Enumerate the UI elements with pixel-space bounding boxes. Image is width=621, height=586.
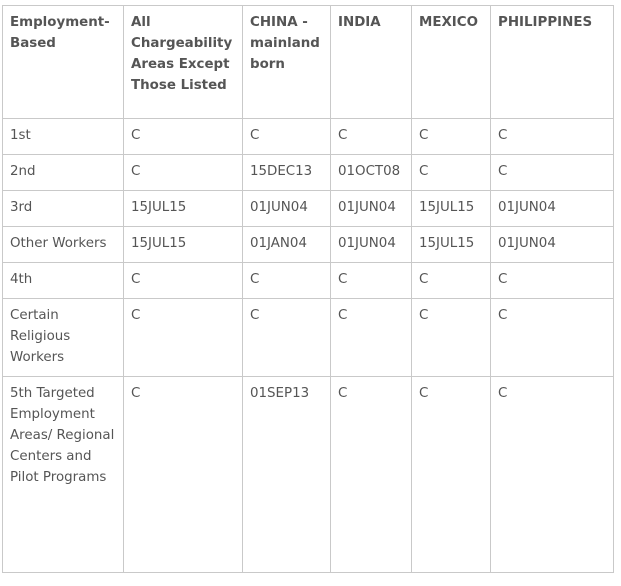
cell-philippines: C xyxy=(491,263,614,299)
row-category: 5th Targeted Employment Areas/ Regional Centers and Pilot Programs xyxy=(3,377,124,573)
cell-china: C xyxy=(243,263,331,299)
cell-china: 01JAN04 xyxy=(243,227,331,263)
cell-philippines: 01JUN04 xyxy=(491,191,614,227)
cell-all-chargeability: C xyxy=(124,263,243,299)
cell-china: 01SEP13 xyxy=(243,377,331,573)
cell-mexico: 15JUL15 xyxy=(412,191,491,227)
header-mexico: MEXICO xyxy=(412,6,491,119)
table-row xyxy=(3,263,614,299)
cell-china: C xyxy=(243,299,331,377)
cell-all-chargeability: C xyxy=(124,299,243,377)
cell-mexico: C xyxy=(412,299,491,377)
table-row xyxy=(3,227,614,263)
table-row xyxy=(3,155,614,191)
cell-mexico: C xyxy=(412,119,491,155)
cell-mexico: C xyxy=(412,155,491,191)
row-category: 3rd xyxy=(3,191,124,227)
table-row xyxy=(3,377,614,573)
cell-mexico: 15JUL15 xyxy=(412,227,491,263)
cell-china: 15DEC13 xyxy=(243,155,331,191)
cell-all-chargeability: C xyxy=(124,377,243,573)
header-philippines: PHILIPPINES xyxy=(491,6,614,119)
cell-india: 01OCT08 xyxy=(331,155,412,191)
header-india: INDIA xyxy=(331,6,412,119)
cell-india: C xyxy=(331,299,412,377)
cell-philippines: C xyxy=(491,155,614,191)
header-all-chargeability: All Chargeability Areas Except Those Listed xyxy=(124,6,243,119)
table-header-row xyxy=(3,6,614,119)
cell-philippines: C xyxy=(491,377,614,573)
visa-bulletin-table xyxy=(2,5,614,573)
table-row xyxy=(3,299,614,377)
header-employment-based: Employment-Based xyxy=(3,6,124,119)
cell-india: C xyxy=(331,377,412,573)
cell-all-chargeability: C xyxy=(124,119,243,155)
cell-india: C xyxy=(331,119,412,155)
cell-philippines: C xyxy=(491,119,614,155)
row-category: Other Workers xyxy=(3,227,124,263)
cell-all-chargeability: 15JUL15 xyxy=(124,191,243,227)
cell-all-chargeability: 15JUL15 xyxy=(124,227,243,263)
row-category: 1st xyxy=(3,119,124,155)
cell-china: 01JUN04 xyxy=(243,191,331,227)
cell-philippines: 01JUN04 xyxy=(491,227,614,263)
cell-china: C xyxy=(243,119,331,155)
cell-india: C xyxy=(331,263,412,299)
cell-india: 01JUN04 xyxy=(331,191,412,227)
row-category: 4th xyxy=(3,263,124,299)
cell-mexico: C xyxy=(412,377,491,573)
header-china: CHINA - mainland born xyxy=(243,6,331,119)
table-row xyxy=(3,119,614,155)
row-category: Certain Religious Workers xyxy=(3,299,124,377)
cell-india: 01JUN04 xyxy=(331,227,412,263)
table-row xyxy=(3,191,614,227)
cell-philippines: C xyxy=(491,299,614,377)
cell-all-chargeability: C xyxy=(124,155,243,191)
cell-mexico: C xyxy=(412,263,491,299)
row-category: 2nd xyxy=(3,155,124,191)
